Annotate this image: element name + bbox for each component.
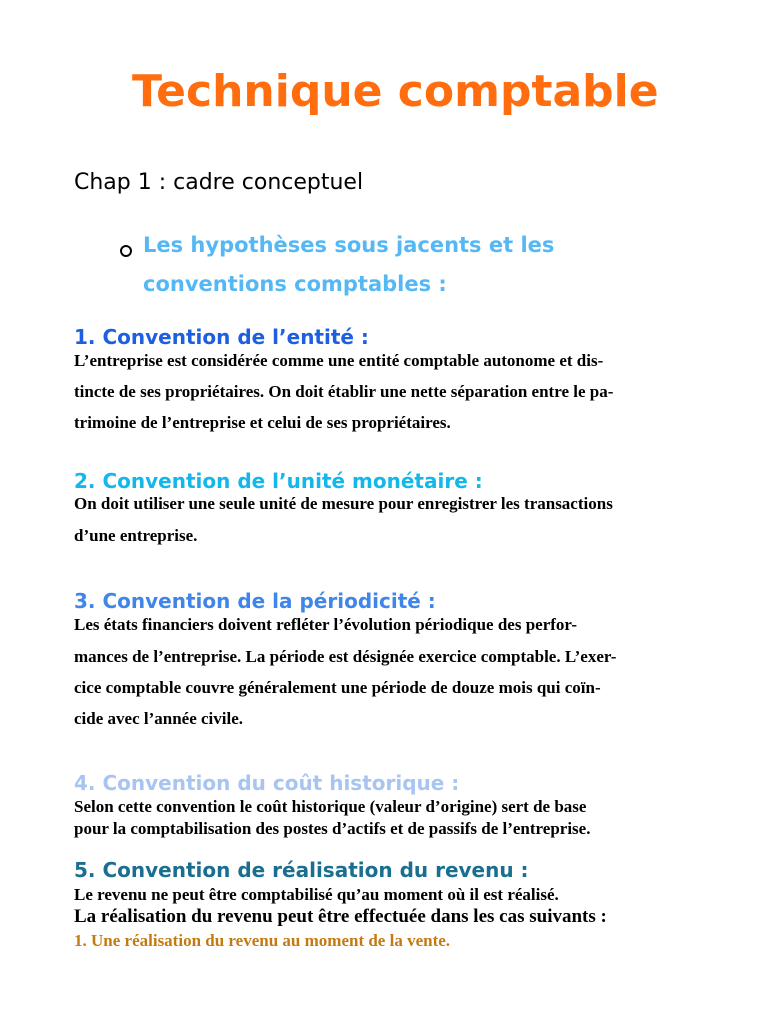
convention-4-text-line: pour la comptabilisation des postes d’actifs et de passifs de l’entreprise. — [74, 819, 591, 838]
convention-5-cases-intro: La réalisation du revenu peut être effectuée dans les cas suivants : — [74, 906, 607, 927]
convention-1-text-line: tincte de ses propriétaires. On doit établir une nette séparation entre le pa- — [74, 382, 614, 401]
subsection-title-line-1: Les hypothèses sous jacents et les — [143, 233, 555, 257]
convention-4-heading: 4. Convention du coût historique : — [74, 771, 460, 795]
convention-3-text-line: mances de l’entreprise. La période est désignée exercice comptable. L’exer- — [74, 647, 617, 666]
convention-1-text-line: L’entreprise est considérée comme une entité comptable autonome et dis- — [74, 351, 604, 370]
convention-4-text-line: Selon cette convention le coût historique (valeur d’origine) sert de base — [74, 797, 587, 816]
hollow-bullet-icon — [120, 245, 132, 257]
convention-5-text-line: Le revenu ne peut être comptabilisé qu’au moment où il est réalisé. — [74, 885, 559, 904]
convention-3-text-line: cide avec l’année civile. — [74, 709, 244, 728]
convention-5-list-item: 1. Une réalisation du revenu au moment de la vente. — [74, 931, 451, 950]
convention-5-heading: 5. Convention de réalisation du revenu : — [74, 858, 529, 882]
convention-2-text-line: d’une entreprise. — [74, 526, 198, 545]
convention-1-heading: 1. Convention de l’entité : — [74, 325, 369, 349]
convention-2-heading: 2. Convention de l’unité monétaire : — [74, 469, 483, 493]
subsection-title-line-2: conventions comptables : — [143, 272, 447, 296]
chapter-heading: Chap 1 : cadre conceptuel — [74, 170, 364, 195]
convention-3-heading: 3. Convention de la périodicité : — [74, 589, 436, 613]
convention-2-text-line: On doit utiliser une seule unité de mesure pour enregistrer les transactions — [74, 494, 613, 513]
document-title: Technique comptable — [132, 66, 659, 117]
convention-1-text-line: trimoine de l’entreprise et celui de ses propriétaires. — [74, 413, 451, 432]
convention-3-text-line: cice comptable couvre généralement une période de douze mois qui coïn- — [74, 678, 601, 697]
convention-3-text-line: Les états financiers doivent refléter l’évolution périodique des perfor- — [74, 615, 577, 634]
